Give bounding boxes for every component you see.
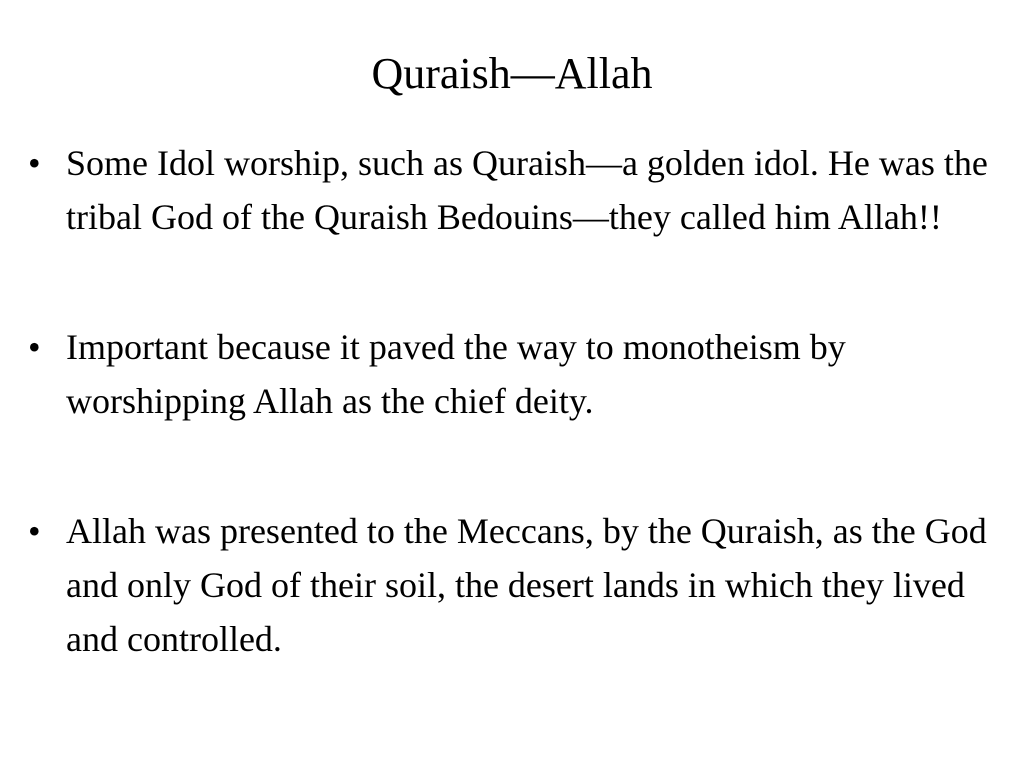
bullet-item <box>28 136 1008 244</box>
bullet-text: Important because it paved the way to monotheism by worshipping Allah as the chief deity. <box>66 327 846 421</box>
bullet-text: Allah was presented to the Meccans, by the Quraish, as the God and only God of their soil, the desert lands in which they lived and controlled. <box>66 511 987 659</box>
bullet-item <box>28 320 1008 428</box>
bullet-marker: • <box>28 143 41 183</box>
bullet-list <box>28 136 1008 666</box>
bullet-text: Some Idol worship, such as Quraish—a golden idol. He was the tribal God of the Quraish Bedouins—they called him Allah!! <box>66 143 988 237</box>
bullet-item <box>28 504 1008 666</box>
bullet-marker: • <box>28 511 41 551</box>
slide-title: Quraish—Allah <box>371 49 653 98</box>
bullet-marker: • <box>28 327 41 367</box>
